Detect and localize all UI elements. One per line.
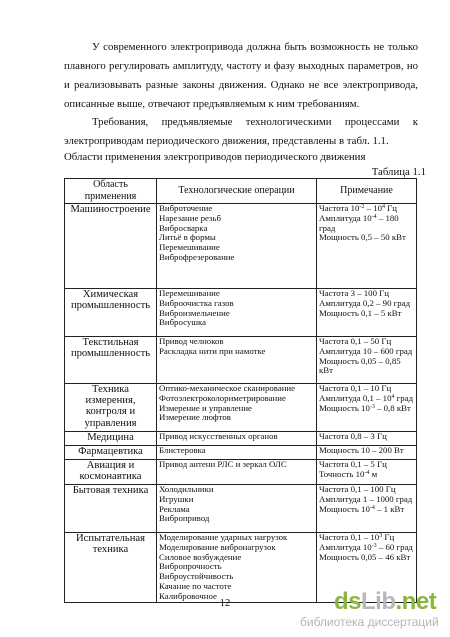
row-notes: [317, 337, 417, 384]
row-notes: [317, 446, 417, 460]
note-text: Частота 0,1 – 5 Гц: [319, 459, 387, 469]
note-text: кВт: [319, 365, 333, 376]
operation-item: Нарезание резьб: [159, 212, 221, 223]
note-line: [319, 553, 414, 563]
row-area: Фармацевтика: [65, 446, 157, 460]
operation-item: Холодильники: [159, 484, 214, 494]
note-text: Мощность 0,05 – 0,85: [319, 355, 401, 366]
note-line: [319, 309, 414, 319]
row-operations: [157, 204, 317, 289]
note-text: град: [394, 392, 414, 403]
operation-item: Реклама: [159, 503, 190, 514]
note-text: Мощность 0,05 – 46 кВт: [319, 551, 411, 562]
note-text: – 0,8 кВт: [374, 402, 411, 413]
operation-item: Виброочистка газов: [159, 297, 234, 308]
table-header-row: [65, 179, 417, 204]
note-text: Амплитуда 10: [319, 212, 372, 223]
note-text: Частота 0,1 – 10 Гц: [319, 383, 392, 393]
row-area: Химическая промышленность: [65, 289, 157, 337]
note-line: [319, 233, 414, 243]
note-text: Амплитуда 0,1 – 10: [319, 392, 392, 403]
row-operations: [157, 432, 317, 446]
operation-item: Оптико-механическое сканирование: [159, 383, 296, 393]
row-area: Машиностроение: [65, 204, 157, 289]
table-row: [65, 460, 417, 485]
note-text: Амплитуда 10 – 600 град: [319, 345, 413, 356]
operation-item: Моделирование ударных нагрузок: [159, 532, 288, 542]
header-notes: Примечание: [317, 179, 417, 204]
note-text: град: [319, 222, 336, 233]
row-area: Текстильная промышленность: [65, 337, 157, 384]
note-exponent: 4: [391, 393, 395, 400]
operation-item: Моделирование вибронагрузок: [159, 541, 276, 552]
note-exponent: -3: [369, 403, 375, 410]
note-text: – 60 град: [376, 541, 413, 552]
note-text: Амплитуда 10: [319, 541, 372, 552]
note-text: Гц: [382, 532, 395, 542]
row-notes: [317, 485, 417, 533]
table-row: [65, 485, 417, 533]
operation-item: Перемешивание: [159, 242, 220, 253]
applications-table: [64, 178, 417, 603]
row-notes: [317, 204, 417, 289]
note-line: [319, 366, 414, 376]
table-row: [65, 384, 417, 432]
row-operations: [157, 485, 317, 533]
note-text: – 1 кВт: [374, 503, 405, 514]
table-row: [65, 432, 417, 446]
note-exponent: -4: [369, 504, 375, 511]
note-text: Частота 3 – 100 Гц: [319, 288, 389, 298]
paragraph-2: Требования, предъявляемые технологическими процессами к электроприводам периодического движения, представлены в табл. 1.1.: [64, 116, 418, 147]
row-operations: [157, 384, 317, 432]
operation-item: Игрушки: [159, 493, 194, 504]
operation-item: Перемешивание: [159, 288, 220, 298]
row-area: Техника измерения, контроля и управления: [65, 384, 157, 432]
note-text: Мощность 10: [319, 503, 370, 514]
note-line: [319, 446, 414, 456]
watermark-logo: dsLib.net: [334, 588, 437, 615]
note-exponent: 3: [379, 533, 383, 539]
note-line: [319, 505, 414, 515]
row-operations: [157, 446, 317, 460]
operation-item: Литьё в формы: [159, 232, 216, 243]
table-row: [65, 289, 417, 337]
operation-item: Блистеровка: [159, 445, 206, 455]
table-row: [65, 446, 417, 460]
note-exponent: -3: [371, 542, 377, 549]
operation-item: Привод челноков: [159, 336, 224, 346]
table-row: [65, 337, 417, 384]
note-exponent: -2: [359, 204, 365, 210]
table-number: Таблица 1.1: [371, 166, 426, 178]
operation-item: Калибровочное: [159, 590, 217, 601]
operation-item: Виброфрезерование: [159, 251, 235, 262]
table-row: [65, 204, 417, 289]
note-text: Мощность 0,5 – 50 кВт: [319, 232, 406, 243]
row-area: Медицина: [65, 432, 157, 446]
note-text: Мощность 0,1 – 5 кВт: [319, 307, 402, 318]
row-operations: [157, 289, 317, 337]
note-text: Частота 0,1 – 50 Гц: [319, 336, 392, 346]
row-area: Авиация и космонавтика: [65, 460, 157, 485]
note-line: [319, 432, 414, 442]
note-text: – 180: [376, 212, 399, 223]
operation-item: Силовое возбуждение: [159, 551, 242, 562]
page-number: 12: [219, 598, 231, 609]
note-text: Мощность 10 – 200 Вт: [319, 445, 404, 455]
note-text: м: [369, 468, 378, 479]
note-exponent: -4: [364, 469, 370, 476]
note-text: Амплитуда 1 – 1000 град: [319, 493, 413, 504]
operation-item: Привод искусственных органов: [159, 431, 278, 441]
note-text: Амплитуда 0,2 – 90 град: [319, 297, 411, 308]
operation-item: Виброточение: [159, 203, 213, 213]
note-text: Гц: [384, 203, 397, 213]
operation-item: Раскладка нити при намотке: [159, 345, 266, 356]
row-operations: [157, 460, 317, 485]
note-text: Мощность 10: [319, 402, 370, 413]
row-operations: [157, 533, 317, 603]
row-area: Бытовая техника: [65, 485, 157, 533]
note-text: Частота 0,1 – 100 Гц: [319, 484, 396, 494]
row-area: Испытательная техника: [65, 533, 157, 603]
note-text: Частота 0,1 – 10: [319, 532, 380, 542]
note-line: [319, 470, 414, 480]
header-area: Область применения: [65, 179, 157, 204]
watermark-subtitle: библиотека диссертаций: [300, 615, 439, 629]
row-notes: [317, 460, 417, 485]
note-exponent: -4: [371, 213, 377, 220]
operation-item: Фотоэлектроколориметрирование: [159, 392, 286, 403]
operation-item: Вибропривод: [159, 513, 210, 524]
operation-item: Вибросушка: [159, 317, 207, 328]
row-notes: [317, 432, 417, 446]
note-text: – 10: [364, 203, 382, 213]
row-notes: [317, 384, 417, 432]
note-text: Частота 10: [319, 203, 360, 213]
operation-item: Виброизмельчение: [159, 307, 230, 318]
note-text: Частота 0,8 – 3 Гц: [319, 431, 387, 441]
note-line: [319, 357, 414, 367]
operation-item: Привод антенн РЛС и зеркал ОЛС: [159, 459, 287, 469]
note-line: [319, 404, 414, 414]
operation-item: Измерение люфтов: [159, 412, 231, 423]
row-operations: [157, 337, 317, 384]
operation-item: Качание по частоте: [159, 580, 232, 591]
operation-item: Измерение и управление: [159, 402, 252, 413]
paragraph-1: У современного электропривода должна быть возможность не только плавного регулировать амплитуду, частоту и фазу выходных параметров, но и реализовывать разные законы движения. Однако не все электропривода, описанные выше, отвечают предъявляемым к ним требованиям.: [64, 41, 418, 110]
note-exponent: 4: [381, 204, 385, 210]
header-operations: Технологические операции: [157, 179, 317, 204]
operation-item: Вибросварка: [159, 222, 208, 233]
operation-item: Виброустойчивость: [159, 571, 234, 582]
operation-item: Вибропрочность: [159, 561, 222, 572]
table-caption: Области применения электроприводов периодического движения: [64, 151, 366, 163]
row-notes: [317, 289, 417, 337]
note-text: Точность 10: [319, 468, 365, 479]
